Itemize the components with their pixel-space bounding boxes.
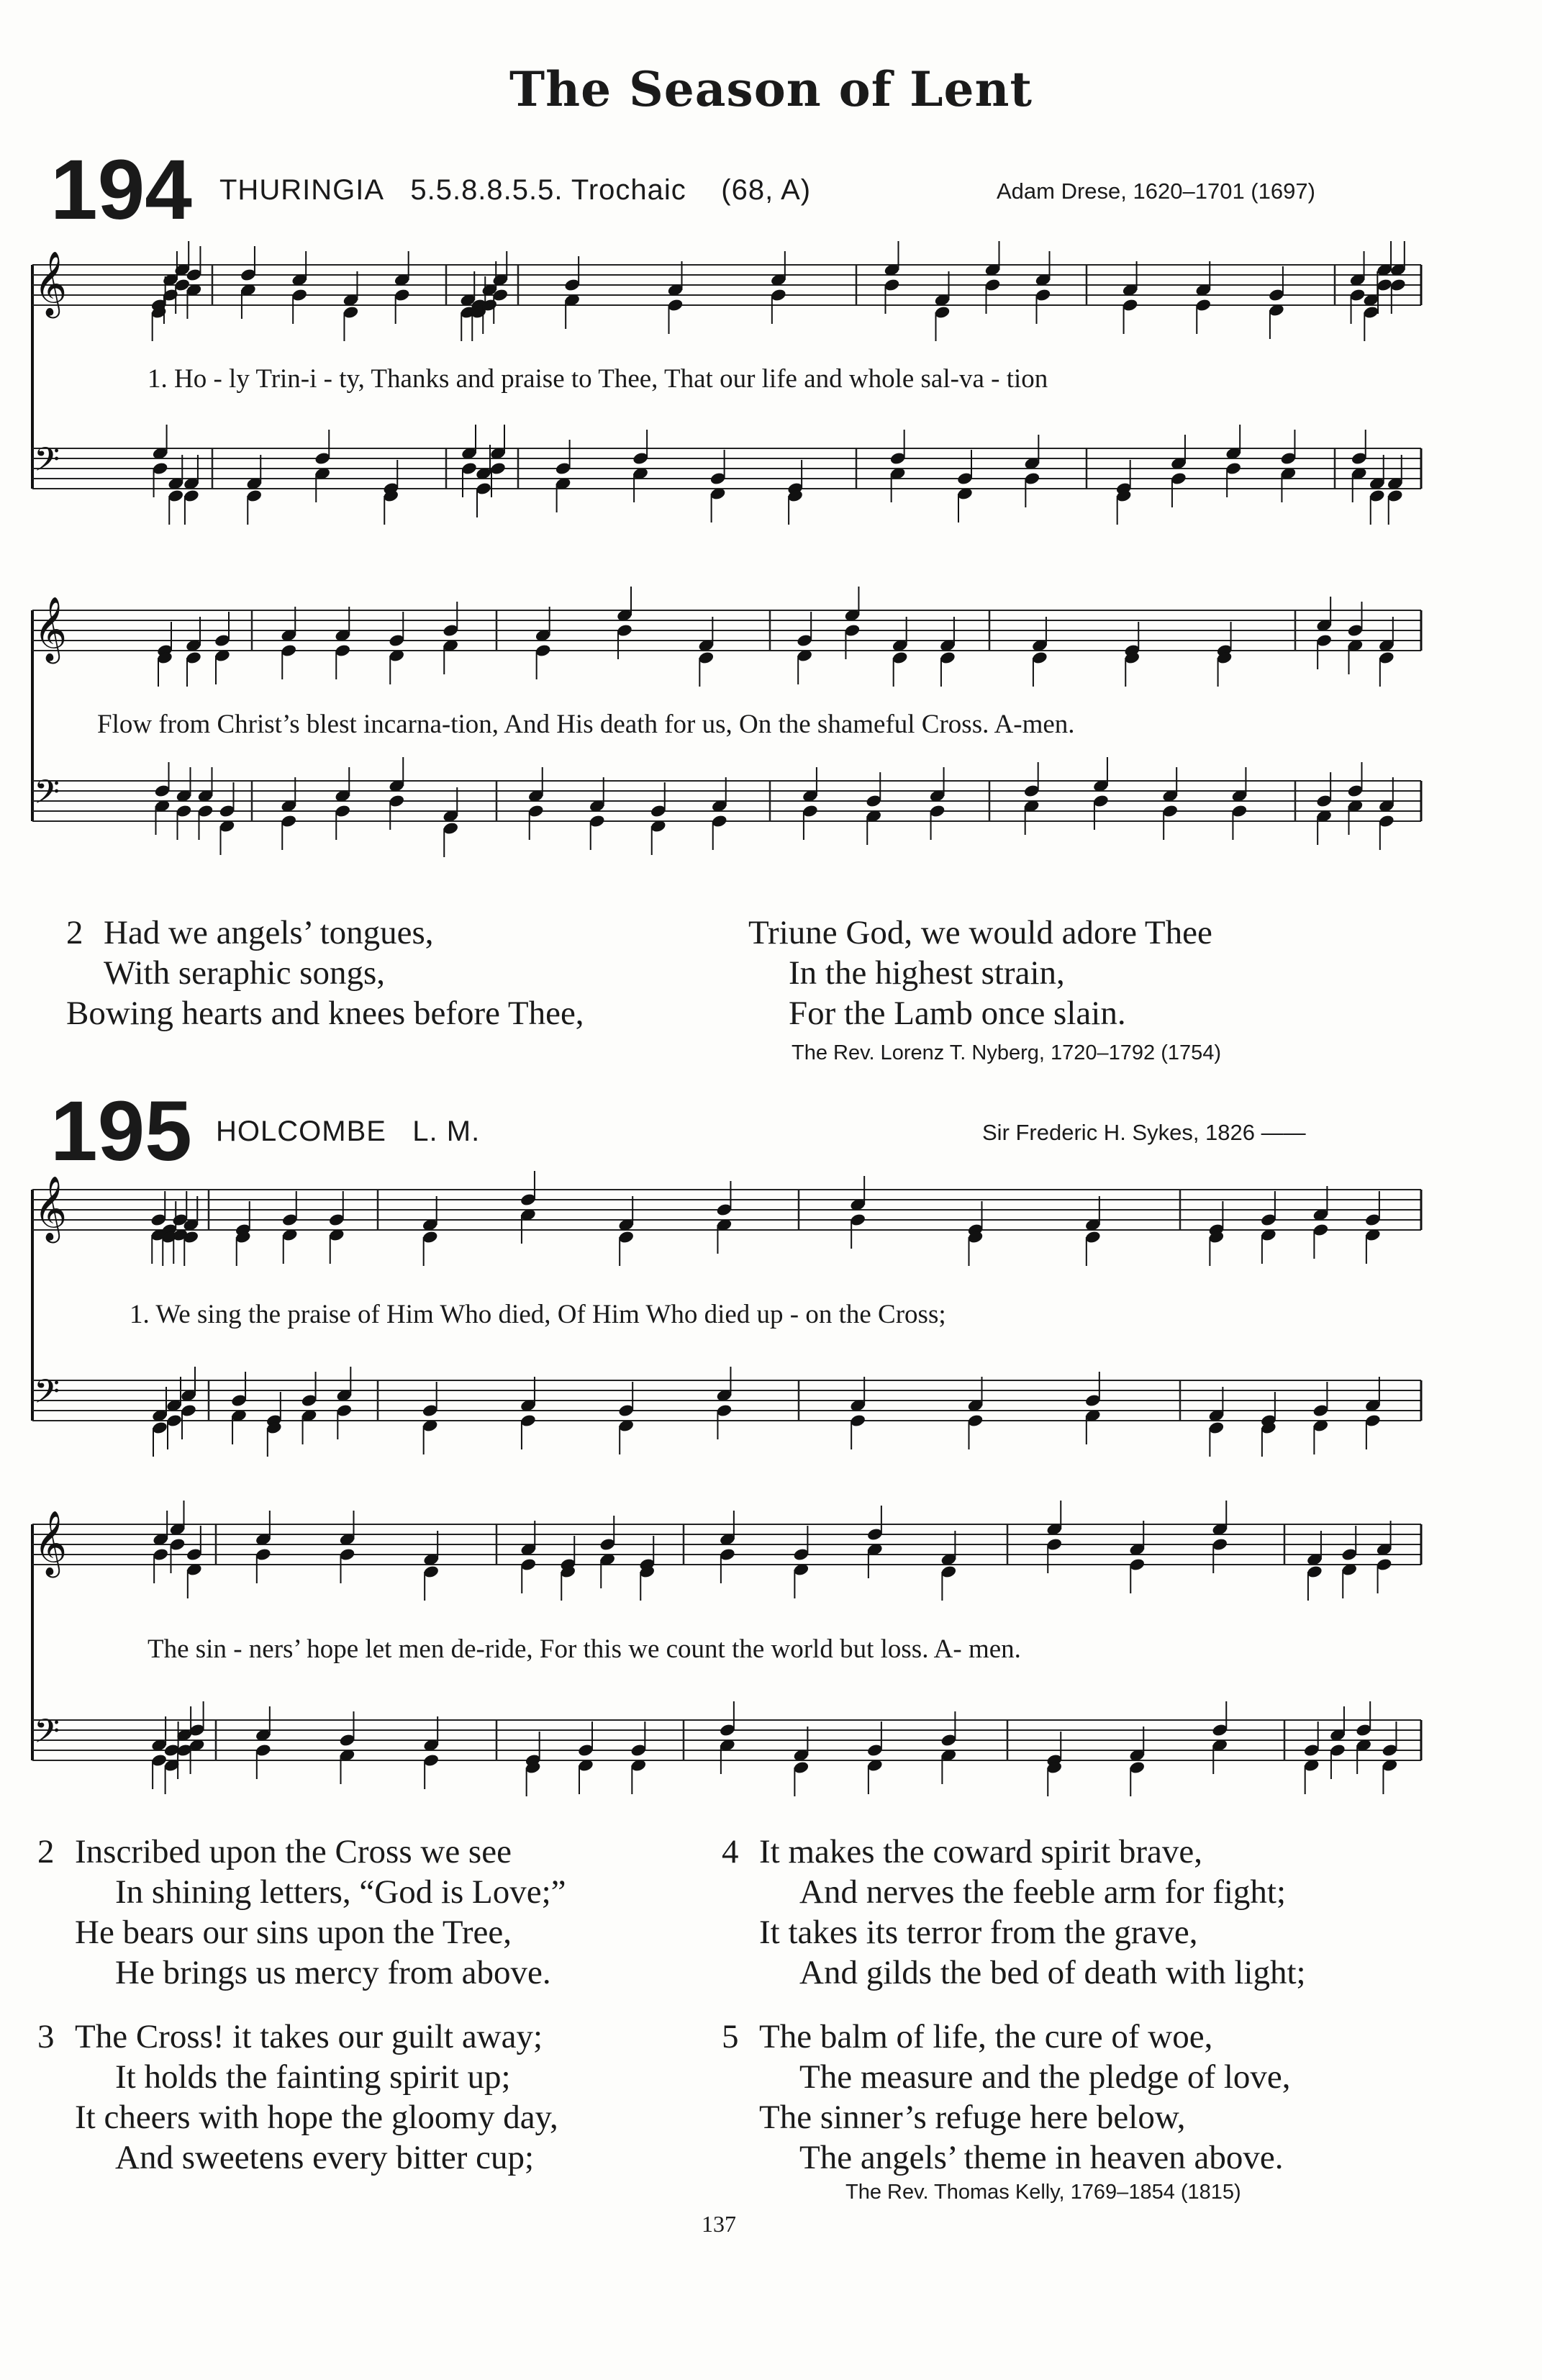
bass-clef: 𝄢 bbox=[34, 773, 60, 820]
verse-number: 2 bbox=[66, 914, 83, 951]
verse-line: Bowing hearts and knees before Thee, bbox=[66, 995, 584, 1032]
verse-line: It makes the coward spirit brave, bbox=[759, 1833, 1203, 1870]
verse-line: He bears our sins upon the Tree, bbox=[75, 1914, 512, 1951]
verse-line: The Cross! it takes our guilt away; bbox=[75, 2018, 543, 2055]
verse-line: And sweetens every bitter cup; bbox=[115, 2139, 535, 2176]
verse-line: With seraphic songs, bbox=[104, 954, 386, 992]
lyric-line-195-2: The sin - ners’ hope let men de-ride, For this we count the world but loss. A- men. bbox=[148, 1634, 1021, 1664]
page-number: 137 bbox=[702, 2211, 736, 2237]
page-title: The Season of Lent bbox=[509, 61, 1033, 117]
verse-line: For the Lamb once slain. bbox=[789, 995, 1126, 1032]
verse-line: Triune God, we would adore Thee bbox=[748, 914, 1212, 951]
verse-number: 3 bbox=[37, 2018, 55, 2055]
treble-clef: 𝄞 bbox=[34, 251, 68, 316]
tune-ref: (68, A) bbox=[721, 174, 812, 206]
lyric-line-194-1: 1. Ho - ly Trin-i - ty, Thanks and praise to Thee, That our life and whole sal-va - tion bbox=[148, 364, 1048, 394]
verse-line: It takes its terror from the grave, bbox=[759, 1914, 1198, 1951]
hymn-number-195: 195 bbox=[50, 1084, 192, 1179]
verse-line: In shining letters, “God is Love;” bbox=[115, 1873, 566, 1911]
lyric-line-194-2: Flow from Christ’s blest incarna-tion, And His death for us, On the shameful Cross. A-men. bbox=[97, 710, 1075, 739]
verse-line: Had we angels’ tongues, bbox=[104, 914, 434, 951]
verse-line: In the highest strain, bbox=[789, 954, 1065, 992]
bass-clef: 𝄢 bbox=[34, 1712, 60, 1759]
verse-line: The sinner’s refuge here below, bbox=[759, 2099, 1186, 2136]
treble-clef: 𝄞 bbox=[34, 597, 68, 661]
verse-number: 4 bbox=[722, 1833, 739, 1870]
bass-clef: 𝄢 bbox=[34, 1372, 60, 1419]
composer-195: Sir Frederic H. Sykes, 1826 —— bbox=[982, 1120, 1306, 1145]
verse-number: 2 bbox=[37, 1833, 55, 1870]
tune-meter: 5.5.8.8.5.5. Trochaic bbox=[410, 174, 686, 206]
verse-line: And nerves the feeble arm for fight; bbox=[799, 1873, 1287, 1911]
tune-title: HOLCOMBE bbox=[216, 1116, 386, 1147]
treble-clef: 𝄞 bbox=[34, 1176, 68, 1241]
verse-line: And gilds the bed of death with light; bbox=[799, 1954, 1306, 1991]
tune-title: THURINGIA bbox=[219, 174, 384, 206]
hymn-number-194: 194 bbox=[50, 142, 192, 237]
composer-194: Adam Drese, 1620–1701 (1697) bbox=[997, 178, 1315, 204]
verse-line: It holds the fainting spirit up; bbox=[115, 2058, 511, 2096]
lyric-line-195-1: 1. We sing the praise of Him Who died, Of Him Who died up - on the Cross; bbox=[130, 1300, 946, 1329]
tune-meter: L. M. bbox=[412, 1116, 481, 1147]
verse-line: The balm of life, the cure of woe, bbox=[759, 2018, 1213, 2055]
verse-line: The measure and the pledge of love, bbox=[799, 2058, 1291, 2096]
verse-line: It cheers with hope the gloomy day, bbox=[75, 2099, 558, 2136]
bass-clef: 𝄢 bbox=[34, 440, 60, 487]
author-credit-194: The Rev. Lorenz T. Nyberg, 1720–1792 (1754) bbox=[792, 1041, 1222, 1064]
verse-line: Inscribed upon the Cross we see bbox=[75, 1833, 512, 1870]
author-credit-195: The Rev. Thomas Kelly, 1769–1854 (1815) bbox=[845, 2181, 1241, 2204]
verse-line: The angels’ theme in heaven above. bbox=[799, 2139, 1284, 2176]
verse-line: He brings us mercy from above. bbox=[115, 1954, 551, 1991]
verse-number: 5 bbox=[722, 2018, 739, 2055]
treble-clef: 𝄞 bbox=[34, 1511, 68, 1575]
